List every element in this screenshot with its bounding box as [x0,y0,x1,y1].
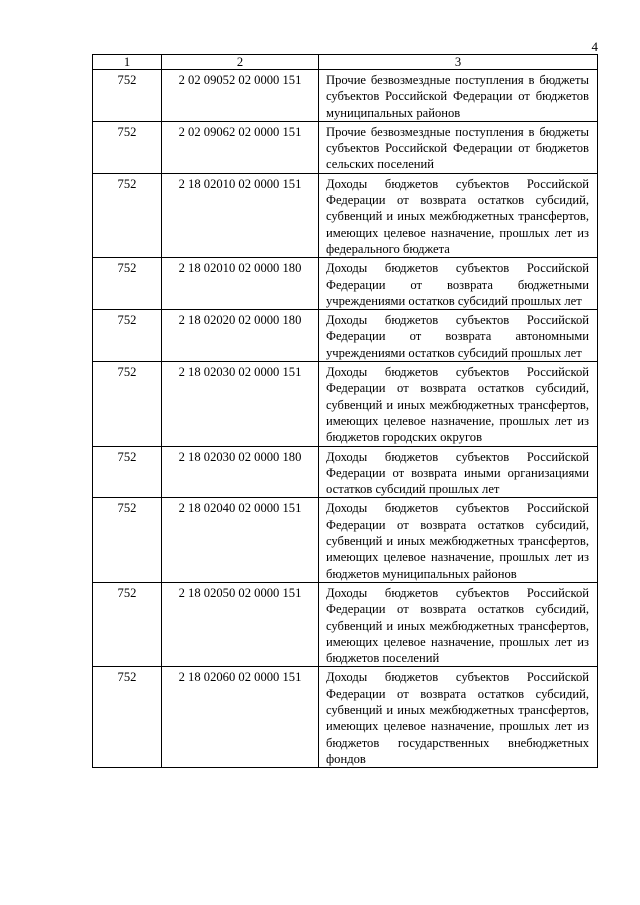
admin-code-cell: 752 [93,258,162,310]
income-code-cell: 2 18 02040 02 0000 151 [162,498,319,582]
admin-code-cell: 752 [93,667,162,768]
description-cell: Доходы бюджетов субъектов Российской Федерации от возврата остатков субсидий, субвенций и иных межбюджетных трансфертов, имеющих целевое назначение, прошлых лет из бюджетов государственных внебюджетных фондов [319,667,598,768]
description-cell: Доходы бюджетов субъектов Российской Федерации от возврата бюджетными учреждениями остатков субсидий прошлых лет [319,258,598,310]
admin-code-cell: 752 [93,446,162,498]
column-header-2: 2 [162,55,319,70]
budget-income-table [92,54,598,768]
admin-code-cell: 752 [93,362,162,446]
admin-code-cell: 752 [93,70,162,122]
admin-code-cell: 752 [93,498,162,582]
description-cell: Доходы бюджетов субъектов Российской Федерации от возврата иными организациями остатков субсидий прошлых лет [319,446,598,498]
income-code-cell: 2 18 02010 02 0000 180 [162,258,319,310]
description-cell: Доходы бюджетов субъектов Российской Федерации от возврата остатков субсидий, субвенций и иных межбюджетных трансфертов, имеющих целевое назначение, прошлых лет из бюджетов городских округов [319,362,598,446]
admin-code-cell: 752 [93,121,162,173]
table-row [93,121,598,173]
table-row [93,362,598,446]
table-row [93,498,598,582]
description-cell: Доходы бюджетов субъектов Российской Федерации от возврата остатков субсидий, субвенций и иных межбюджетных трансфертов, имеющих целевое назначение, прошлых лет из бюджетов поселений [319,582,598,666]
income-code-cell: 2 18 02050 02 0000 151 [162,582,319,666]
table-row [93,70,598,122]
table-header-row [93,55,598,70]
admin-code-cell: 752 [93,310,162,362]
table-row [93,310,598,362]
column-header-3: 3 [319,55,598,70]
income-code-cell: 2 18 02020 02 0000 180 [162,310,319,362]
table-row [93,173,598,257]
page-number: 4 [591,39,598,54]
description-cell: Доходы бюджетов субъектов Российской Федерации от возврата остатков субсидий, субвенций и иных межбюджетных трансфертов, имеющих целевое назначение, прошлых лет из бюджетов муниципальных районов [319,498,598,582]
column-header-1: 1 [93,55,162,70]
table-body [93,70,598,768]
table-row [93,446,598,498]
admin-code-cell: 752 [93,173,162,257]
table-row [93,258,598,310]
description-cell: Прочие безвозмездные поступления в бюджеты субъектов Российской Федерации от бюджетов муниципальных районов [319,70,598,122]
table-row [93,667,598,768]
income-code-cell: 2 18 02060 02 0000 151 [162,667,319,768]
income-code-cell: 2 18 02030 02 0000 151 [162,362,319,446]
admin-code-cell: 752 [93,582,162,666]
table-row [93,582,598,666]
income-code-cell: 2 02 09062 02 0000 151 [162,121,319,173]
description-cell: Доходы бюджетов субъектов Российской Федерации от возврата остатков субсидий, субвенций и иных межбюджетных трансфертов, имеющих целевое назначение, прошлых лет из федерального бюджета [319,173,598,257]
income-code-cell: 2 18 02030 02 0000 180 [162,446,319,498]
description-cell: Прочие безвозмездные поступления в бюджеты субъектов Российской Федерации от бюджетов сельских поселений [319,121,598,173]
income-code-cell: 2 02 09052 02 0000 151 [162,70,319,122]
description-cell: Доходы бюджетов субъектов Российской Федерации от возврата автономными учреждениями остатков субсидий прошлых лет [319,310,598,362]
income-code-cell: 2 18 02010 02 0000 151 [162,173,319,257]
